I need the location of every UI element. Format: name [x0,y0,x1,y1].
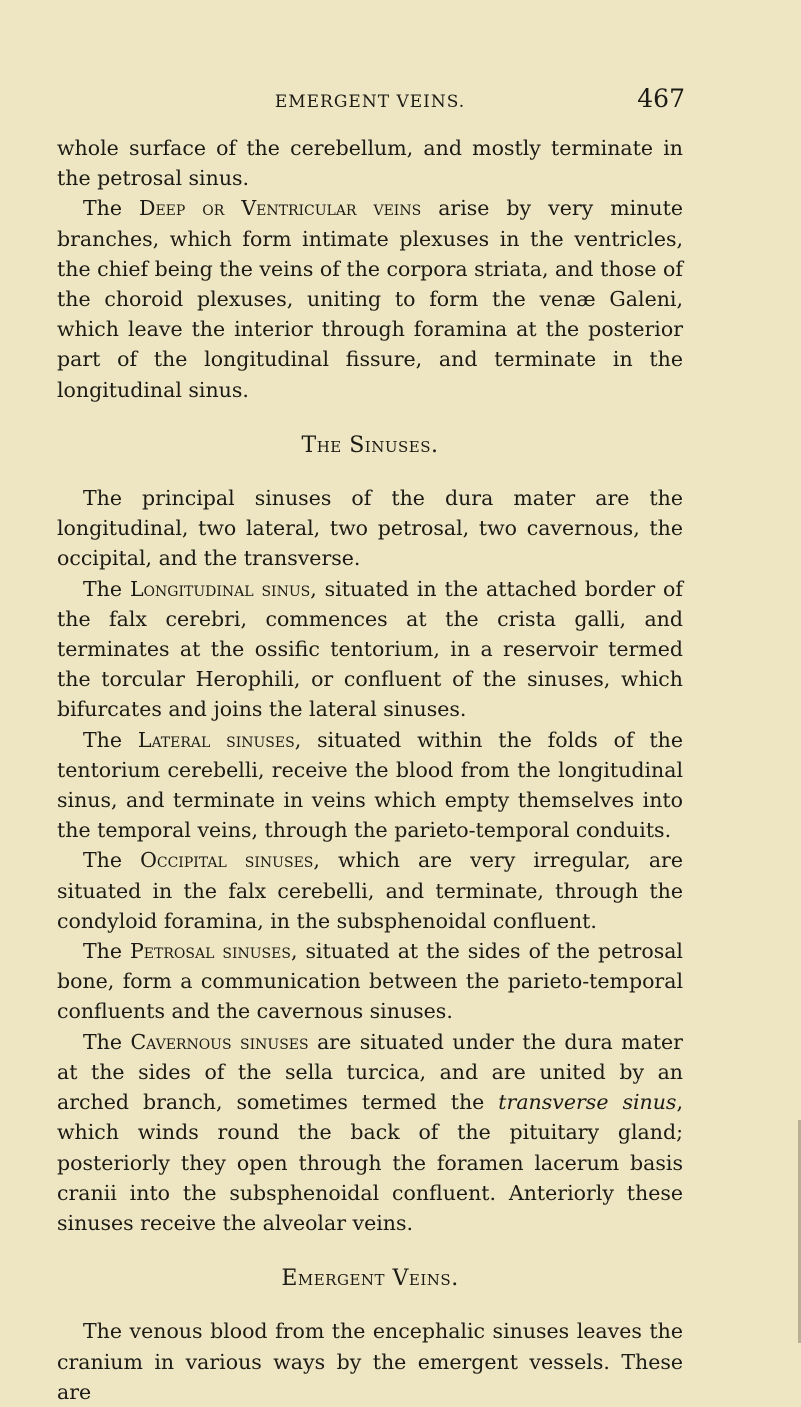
running-head [57,84,683,120]
term-lateral-sinuses: Lateral sinuses [137,727,295,752]
section-heading-text: The Sinuses. [301,432,439,458]
term-deep-ventricular-veins: Deep or Ventricular veins [139,196,422,221]
paragraph-continued [57,133,683,193]
paragraph-cavernous-sinuses [57,1027,683,1238]
paragraph-text: The principal sinuses of the dura mater are the longitudinal, two lateral, two petrosal, two cavernous, the occipital, and the transverse. [57,486,683,571]
paragraph-text: , situated at the sides of the petrosal bone, form a communication between the parieto-temporal confluents and the cavernous sinuses. [57,939,683,1024]
paragraph-lateral-sinuses [57,725,683,846]
paragraph-text: , which are very irregular, are situated in the falx cerebelli, and terminate, through the condyloid foramina, in the subsphenoidal confluent. [57,848,683,933]
paragraph-lead: The [83,848,141,873]
paragraph-text: , situated in the attached border of the falx cerebri, commences at the crista galli, and terminates at the ossific tentorium, in a reservoir termed the torcular Herophili, or confluent of the sinuses, which bifurcates and joins the lateral sinuses. [57,576,683,722]
paragraph-occipital-sinuses [57,845,683,936]
section-heading-text: Emergent Veins. [281,1266,459,1292]
paragraph-text: The venous blood from the encephalic sinuses leaves the cranium in various ways by the emergent vessels. These are [57,1319,683,1404]
paragraph-lead: The [83,1029,131,1054]
paragraph-text: whole surface of the cerebellum, and mostly terminate in the petrosal sinus. [57,136,683,191]
term-longitudinal-sinus: Longitudinal sinus [129,576,311,601]
paragraph-lead: The [83,727,138,752]
paragraph-longitudinal-sinus [57,574,683,725]
paragraph-venous-blood [57,1316,683,1407]
paragraph-lead: The [83,939,131,964]
paragraph-text: , situated within the folds of the tentorium cerebelli, receive the blood from the longitudinal sinus, and terminate in veins which empty themselves into the temporal veins, through the parieto-temporal conduits. [57,727,683,843]
section-heading-emergent-veins [57,1264,683,1294]
paragraph-petrosal-sinuses [57,936,683,1027]
paragraph-lead: The [83,576,130,601]
term-cavernous-sinuses: Cavernous sinuses [130,1029,309,1054]
term-petrosal-sinuses: Petrosal sinuses [130,939,291,964]
body-text [57,133,683,1407]
paragraph-deep-veins [57,193,683,404]
term-occipital-sinuses: Occipital sinuses [140,848,314,873]
paragraph-text: , which winds round the back of the pituitary gland; posteriorly they open through the foramen lacerum basis cranii into the subsphenoidal confluent. Anteriorly these sinuses receive the alveolar veins. [57,1090,683,1235]
page-number: 467 [637,84,685,113]
paragraph-text: are situated under the dura mater at the sides of the sella turcica, and are united by an arched branch, sometimes termed the [57,1029,683,1115]
running-title: EMERGENT VEINS. [274,92,466,112]
section-heading-sinuses [57,431,683,461]
paragraph-lead: The [83,196,140,221]
italic-transverse-sinus: transverse sinus [498,1090,677,1115]
paragraph-principal-sinuses [57,483,683,574]
paragraph-text: arise by very minute branches, which form intimate plexuses in the ventricles, the chief being the veins of the corpora striata, and those of the choroid plexuses, uniting to form the venæ Galeni, which leave the interior through foramina at the posterior part of the longitudinal fissure, and terminate in the longitudinal sinus. [57,196,683,402]
